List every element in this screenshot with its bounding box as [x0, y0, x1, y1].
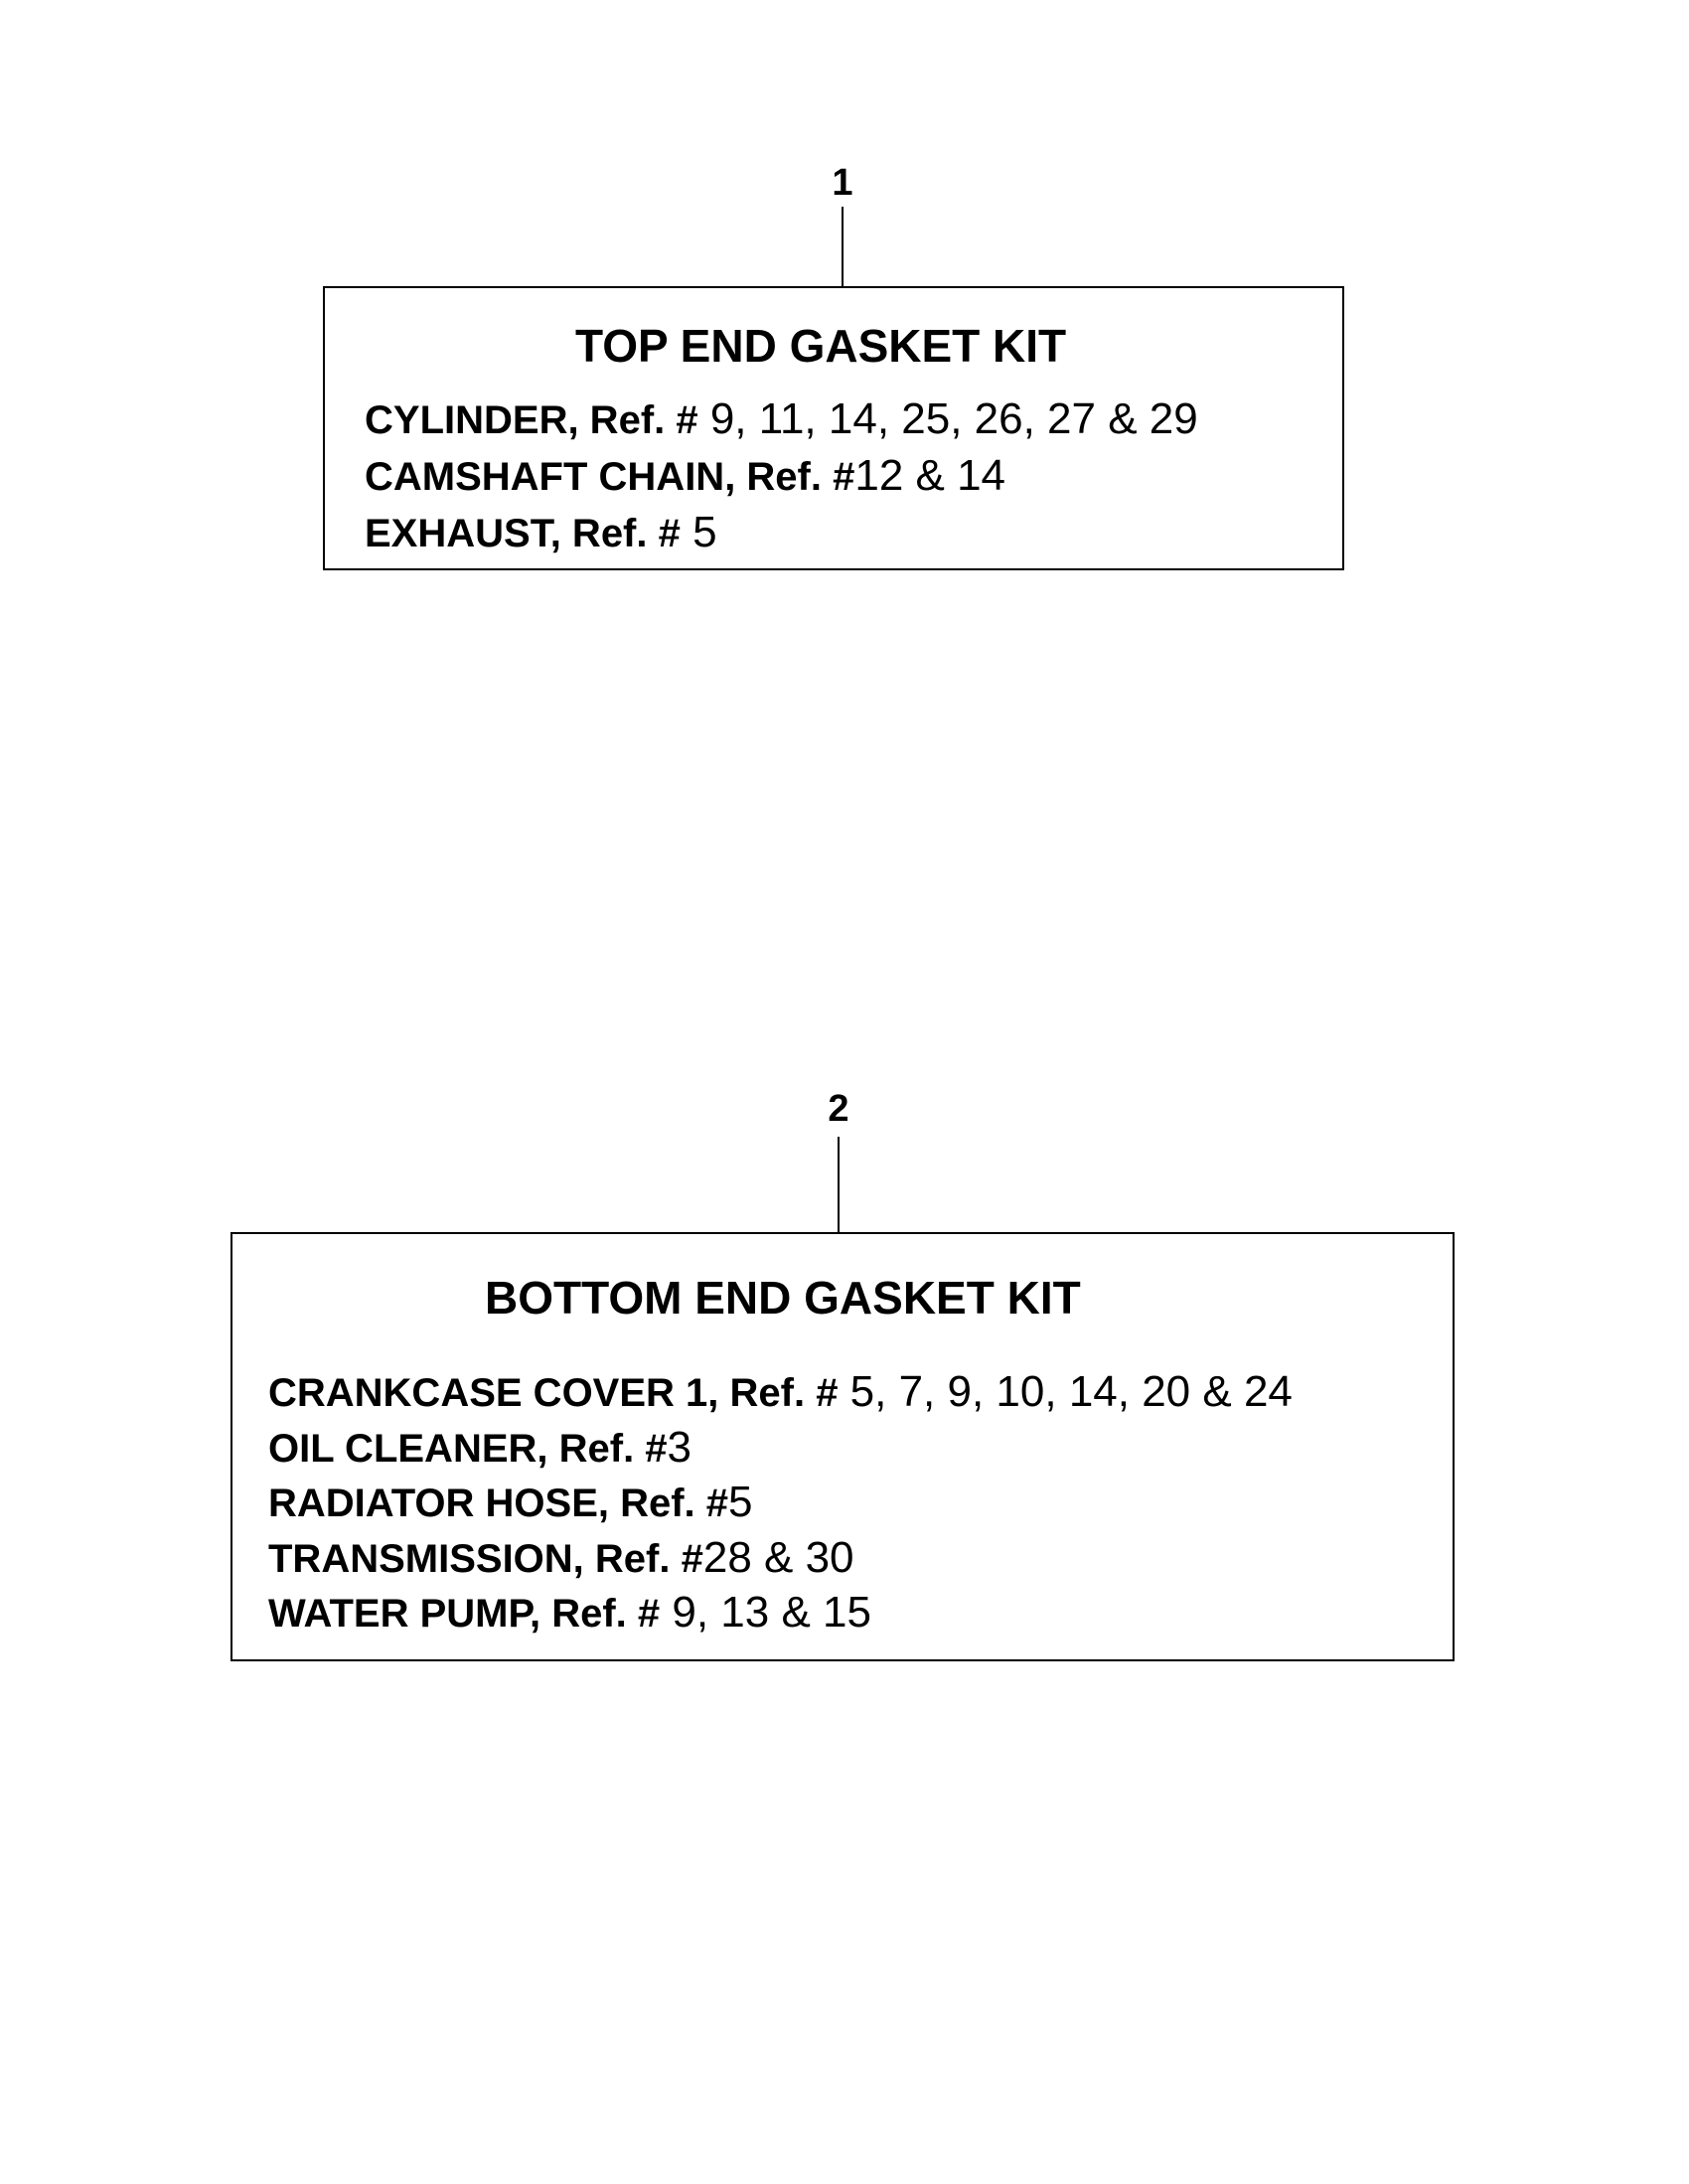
part-refs: 9, 13 & 15	[660, 1588, 871, 1637]
callout-number-2: 2	[828, 1088, 849, 1130]
kit-part-line	[268, 1421, 1293, 1477]
kit-part-line	[365, 505, 1198, 561]
part-label: WATER PUMP, Ref. #	[268, 1592, 661, 1636]
kit-parts-list	[268, 1365, 1293, 1641]
bottom-end-gasket-kit-box	[230, 1232, 1455, 1661]
kit-part-line	[268, 1476, 1293, 1531]
part-label: CAMSHAFT CHAIN, Ref. #	[365, 455, 855, 499]
kit-part-line	[268, 1365, 1293, 1421]
kit-part-line	[365, 448, 1198, 505]
top-end-gasket-kit-box	[323, 286, 1344, 570]
kit-part-line	[365, 391, 1198, 448]
kit-title: TOP END GASKET KIT	[575, 320, 1067, 372]
kit-part-line	[268, 1586, 1293, 1641]
part-refs: 5, 7, 9, 10, 14, 20 & 24	[838, 1367, 1293, 1416]
part-label: OIL CLEANER, Ref. #	[268, 1426, 668, 1471]
kit-part-line	[268, 1531, 1293, 1587]
part-label: RADIATOR HOSE, Ref. #	[268, 1482, 729, 1525]
part-refs: 9, 11, 14, 25, 26, 27 & 29	[697, 394, 1198, 443]
part-refs: 28 & 30	[702, 1532, 854, 1582]
leader-line-2	[838, 1137, 840, 1234]
part-refs: 12 & 14	[854, 451, 1006, 500]
part-refs: 3	[667, 1422, 692, 1472]
part-refs: 5	[680, 508, 717, 556]
part-refs: 5	[728, 1478, 753, 1526]
callout-number-1: 1	[832, 162, 853, 204]
kit-parts-list	[365, 391, 1198, 561]
part-label: CRANKCASE COVER 1, Ref. #	[268, 1371, 839, 1415]
part-label: TRANSMISSION, Ref. #	[268, 1536, 703, 1581]
part-label: CYLINDER, Ref. #	[365, 398, 698, 442]
kit-title: BOTTOM END GASKET KIT	[485, 1272, 1081, 1324]
part-label: EXHAUST, Ref. #	[365, 512, 681, 555]
leader-line-1	[842, 207, 844, 288]
